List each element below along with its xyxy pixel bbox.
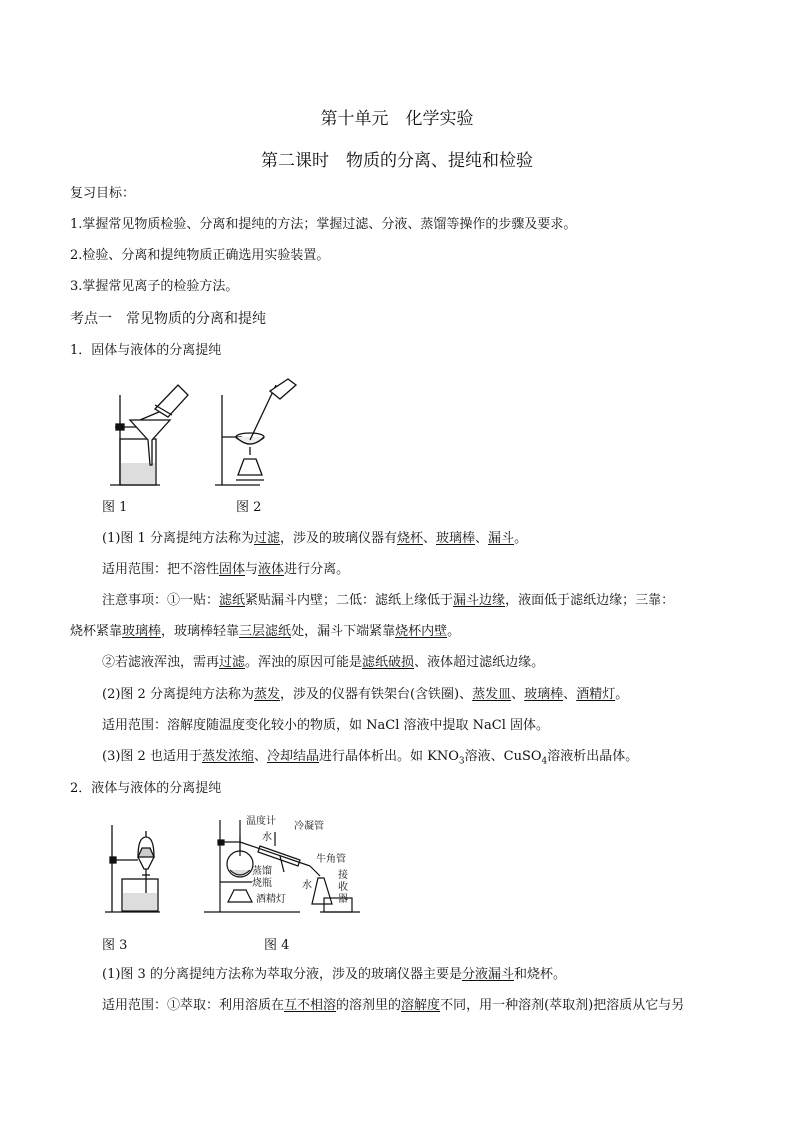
label-adapter: 牛角管 — [316, 854, 346, 865]
figure-3-caption: 图 3 — [102, 938, 128, 953]
sub1-title: 1．固体与液体的分离提纯 — [70, 343, 222, 358]
figure-2-evaporation — [210, 365, 310, 490]
para-notes-line1: 注意事项：①一贴：滤纸紧贴漏斗内壁；二低：滤纸上缘低于漏斗边缘，液面低于滤纸边缘；三靠： — [102, 593, 675, 608]
para-evaporation-scope: 适用范围：溶解度随温度变化较小的物质，如 NaCl 溶液中提取 NaCl 固体。 — [102, 718, 549, 733]
label-condenser: 冷凝管 — [294, 821, 324, 832]
para-notes-line2: 烧杯紧靠玻璃棒，玻璃棒轻靠三层滤纸处，漏斗下端紧靠烧杯内壁。 — [70, 624, 461, 639]
figure-1-filtration — [100, 365, 210, 490]
label-lamp: 酒精灯 — [256, 894, 286, 905]
label-receiver-1: 接 — [338, 870, 348, 881]
figure-4-caption: 图 4 — [264, 938, 290, 953]
figure-2-caption: 图 2 — [236, 500, 262, 515]
lesson-title: 第二课时 物质的分离、提纯和检验 — [261, 151, 533, 171]
para-extraction-scope: 适用范围：①萃取：利用溶质在互不相溶的溶剂里的溶解度不同，用一种溶剂(萃取剂)把溶质从它与另 — [102, 998, 685, 1013]
label-water-bottom: 水 — [302, 880, 312, 891]
figure-1-caption: 图 1 — [102, 500, 128, 515]
goal-item-3: 3.掌握常见离子的检验方法。 — [70, 279, 239, 294]
goal-item-2: 2.检验、分离和提纯物质正确选用实验装置。 — [70, 248, 330, 263]
para-crystallization: (3)图 2 也适用于蒸发浓缩、冷却结晶进行晶体析出。如 $KNO_3$溶液、CuSO$_4$溶液析出晶体。 — [102, 749, 639, 767]
para-filtration: (1)图 1 分离提纯方法称为过滤，涉及的玻璃仪器有烧杯、玻璃棒、漏斗。 — [102, 531, 528, 546]
para-evaporation: (2)图 2 分离提纯方法称为蒸发，涉及的仪器有铁架台(含铁圈)、蒸发皿、玻璃棒、酒精灯。 — [102, 687, 629, 702]
para-separatory: (1)图 3 的分离提纯方法称为萃取分液，涉及的玻璃仪器主要是分液漏斗和烧杯。 — [102, 967, 566, 982]
label-flask-1: 蒸馏 — [252, 866, 272, 877]
sub2-title: 2．液体与液体的分离提纯 — [70, 781, 222, 796]
label-water-top: 水 — [262, 832, 272, 843]
section1-title: 考点一 常见物质的分离和提纯 — [70, 311, 266, 327]
para-turbid-filtrate: ②若滤液浑浊，需再过滤。浑浊的原因可能是滤纸破损、液体超过滤纸边缘。 — [102, 655, 545, 670]
label-thermometer: 温度计 — [246, 816, 276, 827]
label-receiver-3: 器 — [338, 894, 348, 905]
unit-title: 第十单元 化学实验 — [320, 109, 474, 129]
goal-item-1: 1.掌握常见物质检验、分离和提纯的方法；掌握过滤、分液、蒸馏等操作的步骤及要求。 — [70, 217, 577, 232]
figure-3-separatory-funnel — [100, 815, 190, 915]
label-receiver-2: 收 — [338, 882, 348, 893]
figure-4-distillation — [200, 812, 370, 917]
label-flask-2: 烧瓶 — [252, 878, 272, 889]
para-filtration-scope: 适用范围：把不溶性固体与液体进行分离。 — [102, 562, 350, 577]
goals-heading: 复习目标： — [70, 186, 136, 201]
